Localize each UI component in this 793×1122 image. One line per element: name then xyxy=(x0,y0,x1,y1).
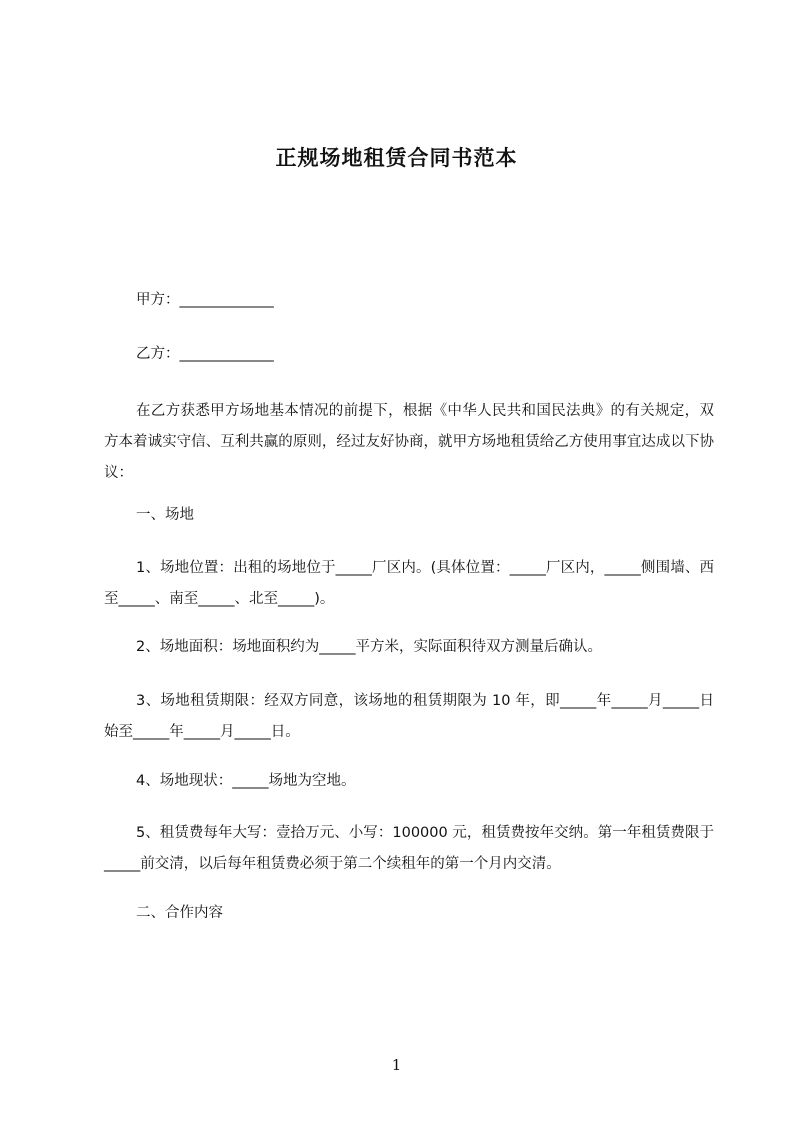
document-title: 正规场地租赁合同书范本 xyxy=(275,146,518,170)
clause-lease-term: 3、场地租赁期限：经双方同意，该场地的租赁期限为 10 年，即_____年_____月_____日始至_____年_____月_____日。 xyxy=(104,693,714,740)
party-a-line: 甲方：_____________ xyxy=(136,292,274,308)
clause-rent-payment: 5、租赁费每年大写：壹拾万元、小写：100000 元，租赁费按年交纳。第一年租赁费限于_____前交清，以后每年租赁费必须于第二个续租年的第一个月内交清。 xyxy=(104,825,714,872)
page-number: 1 xyxy=(391,1056,402,1074)
section-heading-venue: 一、场地 xyxy=(136,507,194,523)
clause-venue-area: 2、场地面积：场地面积约为_____平方米，实际面积待双方测量后确认。 xyxy=(136,639,602,655)
clause-venue-condition: 4、场地现状：_____场地为空地。 xyxy=(136,773,356,789)
party-b-line: 乙方：_____________ xyxy=(136,346,274,362)
clause-venue-location: 1、场地位置：出租的场地位于_____厂区内。(具体位置：_____厂区内，_____侧围墙、西至_____、南至_____、北至_____)。 xyxy=(104,560,714,607)
preamble-paragraph: 在乙方获悉甲方场地基本情况的前提下，根据《中华人民共和国民法典》的有关规定，双方本着诚实守信、互利共赢的原则，经过友好协商，就甲方场地租赁给乙方使用事宜达成以下协议： xyxy=(104,403,714,481)
section-heading-cooperation: 二、合作内容 xyxy=(136,905,223,921)
